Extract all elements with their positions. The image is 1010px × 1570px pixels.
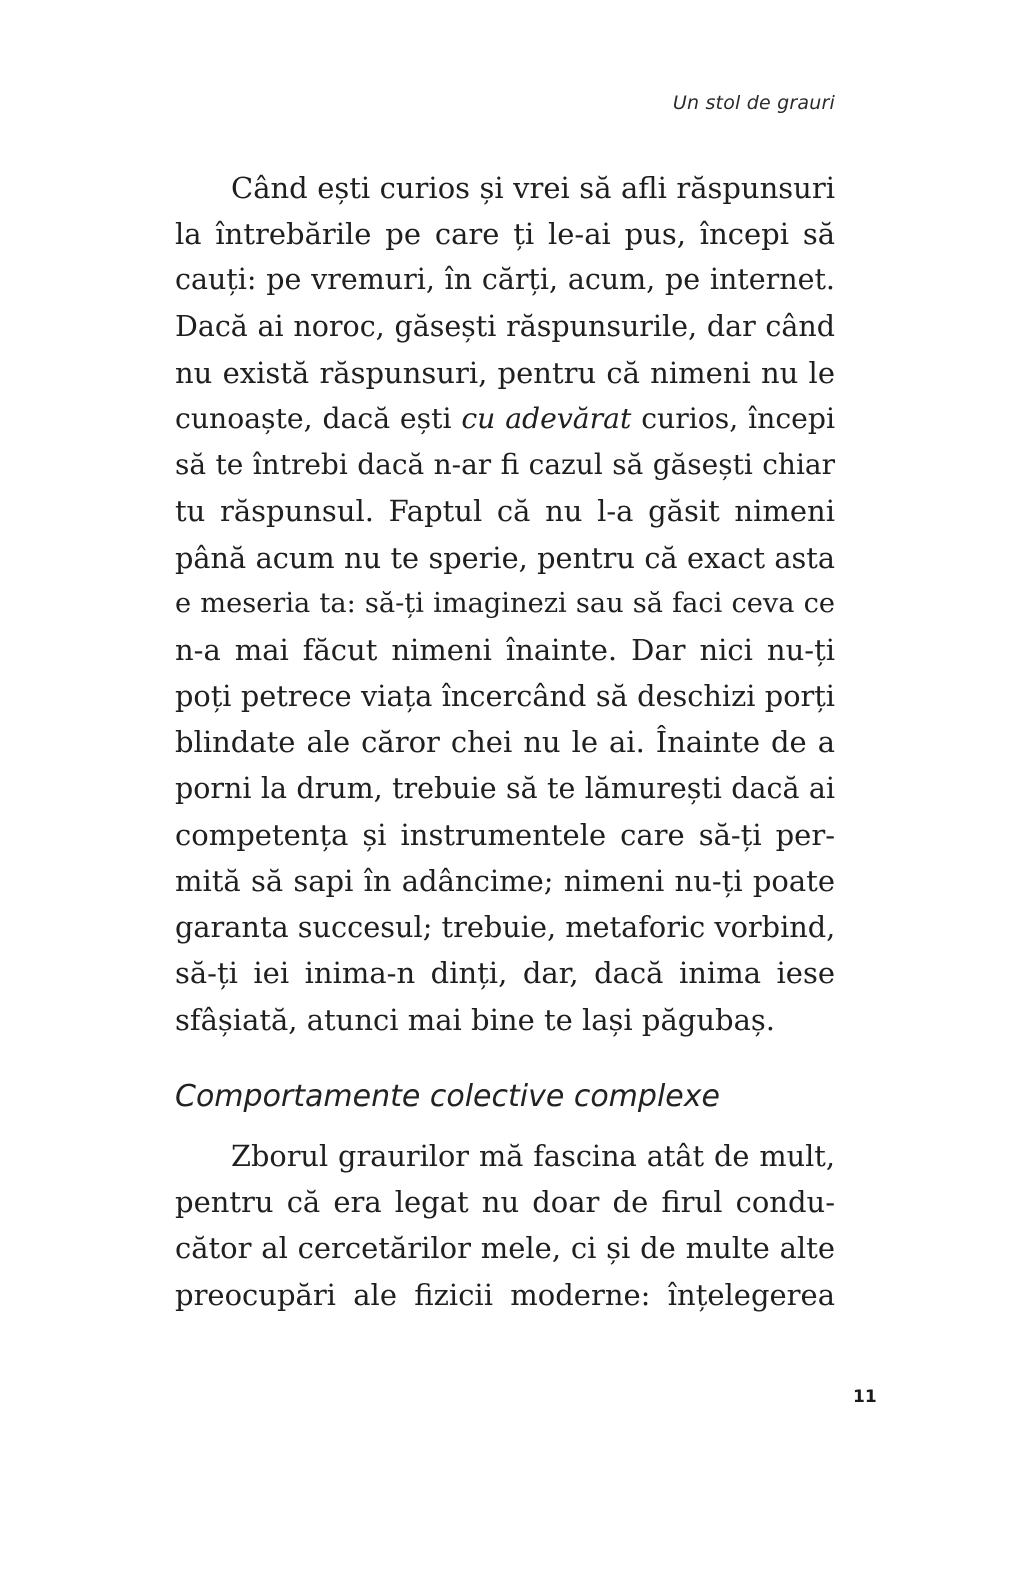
text-line: sfâșiată, atunci mai bine te lași păgubaș. xyxy=(175,1002,775,1037)
text-line: mită să sapi în adâncime; nimeni nu-ți poate xyxy=(175,864,835,899)
section-heading: Comportamente colective complexe xyxy=(175,1079,720,1114)
text-line: cauți: pe vremuri, în cărți, acum, pe internet. xyxy=(175,263,835,297)
text-line: Dacă ai noroc, găsești răspunsurile, dar când xyxy=(175,309,835,343)
text-line: blindate ale căror chei nu le ai. Înainte de a xyxy=(175,725,835,760)
text-line-with-emphasis xyxy=(175,396,835,442)
text-line: Când ești curios și vrei să afli răspunsuri xyxy=(231,171,835,205)
text-line: poți petrece viața încercând să deschizi porți xyxy=(175,679,835,714)
text-run: cunoaște, dacă ești xyxy=(175,402,462,436)
text-line: să-ți iei inima-n dinți, dar, dacă inima iese xyxy=(175,956,835,991)
text-line: porni la drum, trebuie să te lămurești dacă ai xyxy=(175,771,835,805)
text-line: tu răspunsul. Faptul că nu l-a găsit nimeni xyxy=(175,494,835,529)
text-line: preocupări ale fizicii moderne: înțelegerea xyxy=(175,1277,835,1312)
page-number: 11 xyxy=(853,1387,877,1407)
text-run: curios, începi xyxy=(631,402,835,436)
text-line: competența și instrumentele care să-ți per- xyxy=(175,817,835,852)
text-line: să te întrebi dacă n-ar fi cazul să găsești chiar xyxy=(175,448,835,482)
running-header: Un stol de grauri xyxy=(672,92,835,114)
text-line: garanta succesul; trebuie, metaforic vorbind, xyxy=(175,910,836,945)
emphasis-text: cu adevărat xyxy=(461,402,632,436)
text-line: până acum nu te sperie, pentru că exact asta xyxy=(175,540,835,575)
body-paragraph-2 xyxy=(175,1133,835,1318)
text-line: cător al cercetărilor mele, ci și de multe alte xyxy=(175,1231,835,1266)
text-line: nu există răspunsuri, pentru că nimeni nu le xyxy=(175,355,835,390)
text-line: e meseria ta: să-ți imaginezi sau să faci ceva ce xyxy=(175,587,835,619)
text-line: Zborul graurilor mă fascina atât de mult, xyxy=(231,1139,835,1173)
body-paragraph-1 xyxy=(175,165,835,1043)
text-line: pentru că era legat nu doar de firul condu- xyxy=(175,1185,835,1220)
text-line: n-a mai făcut nimeni înainte. Dar nici nu-ți xyxy=(175,633,835,668)
text-line: la întrebările pe care ți le-ai pus, începi să xyxy=(175,217,835,252)
